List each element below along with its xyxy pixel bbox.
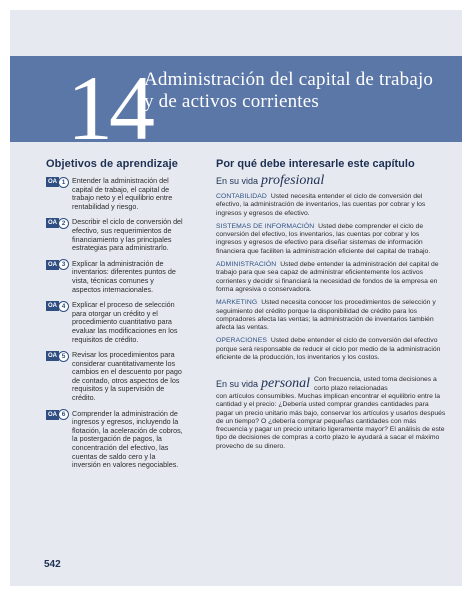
page-panel (10, 10, 462, 586)
objective-item (46, 301, 206, 344)
learning-objectives (46, 158, 206, 477)
page-number: 542 (44, 559, 61, 570)
why-heading: Por qué debe interesarle este capítulo (216, 158, 415, 170)
oa-badge (46, 260, 69, 270)
area-text: Usted debe entender el ciclo de conversión del efectivo porque será responsable de reducir el ciclo por medio de la administración eficiente de la producción, los inventarios y los costos. (216, 337, 441, 362)
personal-heading-row (216, 376, 446, 393)
oa-number: 3 (58, 259, 69, 270)
objective-item (46, 177, 206, 211)
area-label: CONTABILIDAD (216, 193, 267, 200)
professional-paragraph (216, 193, 446, 218)
vida-prefix: En su vida (216, 379, 259, 390)
personal-heading (216, 376, 310, 392)
objective-item (46, 351, 206, 403)
professional-paragraph (216, 299, 446, 332)
oa-badge (46, 410, 69, 420)
oa-number: 1 (58, 177, 69, 188)
professional-heading (216, 173, 446, 189)
area-text: Usted necesita conocer los procedimientos de selección y seguimiento del crédito porque la disponibilidad de crédito para los compradores afecta las ventas; la administración de inventarios también afecta las ventas. (216, 299, 436, 332)
oa-label: OA (48, 411, 57, 418)
vida-word: profesional (261, 173, 325, 188)
area-label: OPERACIONES (216, 337, 267, 345)
professional-paragraph (216, 337, 446, 362)
objective-text: Entender la administración del capital de trabajo, el capital de trabajo neto y el equilibrio entre rentabilidad y riesgo. (72, 176, 173, 211)
objective-text: Describir el ciclo de conversión del efectivo, sus requerimientos de financiamiento y las principales estrategias para administrarlo. (72, 217, 183, 253)
chapter-title: Administración del capital de trabajo y de activos corrientes (144, 69, 434, 112)
objective-text: Revisar los procedimientos para considerar cuantitativamente los cambios en el descuento por pago de contado, otros aspectos de los requisitos y la supervisión de crédito. (72, 350, 182, 403)
oa-label: OA (48, 261, 57, 268)
objective-text: Explicar el proceso de selección para otorgar un crédito y el procedimiento cuantitativo para evaluar las modificaciones en los requisitos de crédito. (72, 300, 178, 344)
oa-number: 4 (58, 301, 69, 312)
oa-label: OA (48, 353, 57, 360)
area-text: Usted necesita entender el ciclo de conversión del efectivo, la administración de inventarios, las cuentas por cobrar y los ingresos y egresos de efectivo. (216, 193, 426, 217)
why-section (216, 158, 446, 456)
vida-prefix: En su vida (216, 176, 259, 186)
oa-label: OA (48, 303, 57, 310)
area-text: Usted debe entender la administración del capital de trabajo para que sea capaz de administrar eficientemente los activos corrientes y decidir si financiará la necesidad de fondos de la empresa en forma agresiva o conservadora. (216, 261, 439, 293)
oa-number: 5 (58, 351, 69, 362)
oa-number: 2 (58, 218, 69, 229)
area-text: Usted debe comprender el ciclo de conversión del efectivo, los inventarios, las cuentas por cobrar y los ingresos y egresos de efectivo para diseñar sistemas de información financiera que faciliten la administración eficiente del capital de trabajo. (216, 222, 431, 255)
objectives-heading: Objetivos de aprendizaje (46, 158, 178, 170)
professional-paragraph (216, 223, 446, 256)
area-label: SISTEMAS DE INFORMACIÓN (216, 222, 315, 230)
oa-badge (46, 218, 69, 228)
oa-number: 6 (58, 409, 69, 420)
oa-badge (46, 177, 69, 187)
area-label: ADMINISTRACIÓN (216, 261, 277, 269)
professional-paragraph (216, 261, 446, 294)
vida-word: personal (261, 376, 311, 392)
objective-text: Comprender la administración de ingresos y egresos, incluyendo la flotación, la aceleración de cobros, la postergación de pagos, la concentración del efectivo, las cuentas de saldo cero y la inversión en valores negociables. (72, 408, 183, 470)
objective-item (46, 260, 206, 294)
personal-section (216, 376, 446, 451)
area-label: MARKETING (216, 299, 258, 307)
objective-item (46, 218, 206, 252)
oa-badge (46, 301, 69, 311)
personal-paragraph: con artículos consumibles. Muchas implican encontrar el equilibrio entre la cantidad y el precio: ¿Debería usted comprar grandes cantidades para pagar un precio unitario más bajo, conservar los artículos y usarlos después de un tiempo? O ¿debería comprar pequeñas cantidades con más frecuencia y pagar un precio unitario ligeramente mayor? El análisis de este tipo de decisiones de compras a corto plazo le ayudará a sacar el máximo provecho de su dinero. (216, 392, 446, 450)
oa-badge (46, 351, 69, 361)
objective-item (46, 410, 206, 470)
chapter-number: 14 (67, 57, 151, 159)
personal-intro: Con frecuencia, usted toma decisiones a corto plazo relacionadas (314, 376, 437, 392)
oa-label: OA (48, 179, 57, 185)
objective-text: Explicar la administración de inventarios: diferentes puntos de vista, técnicas comunes y aspectos internacionales. (72, 258, 176, 294)
oa-label: OA (48, 220, 57, 227)
